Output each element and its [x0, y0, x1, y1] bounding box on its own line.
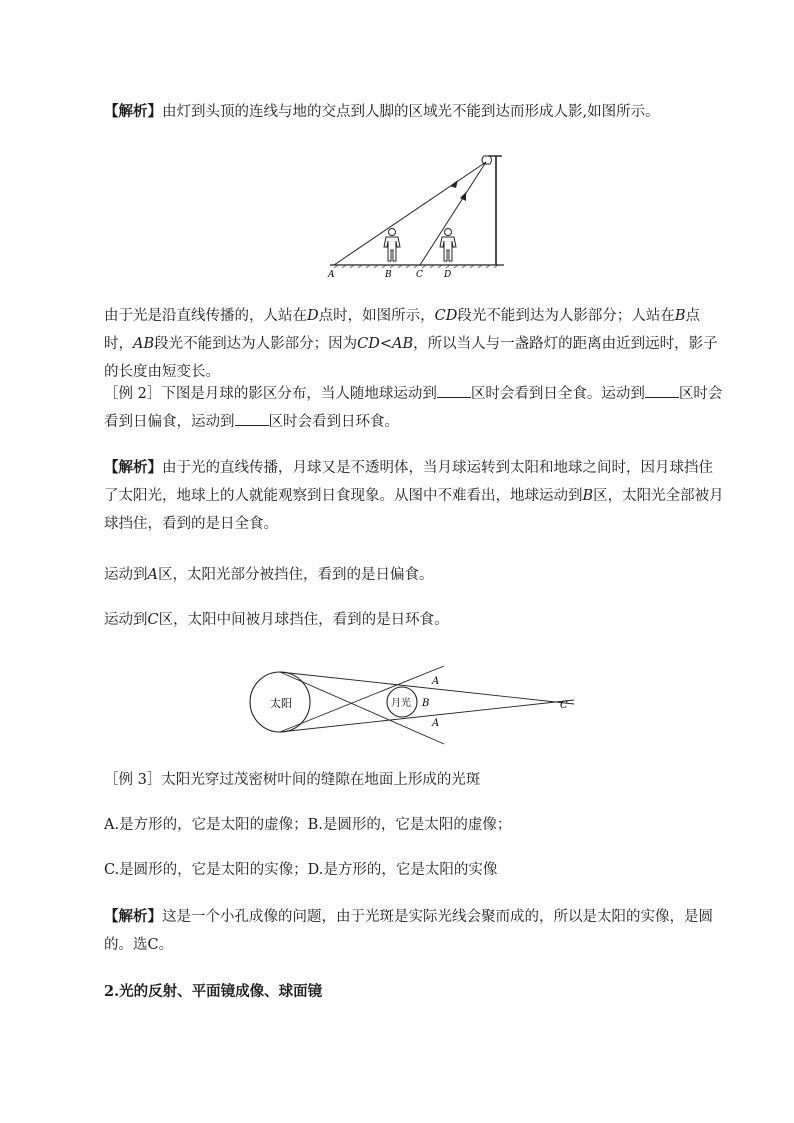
eclipse-figure: [248, 664, 578, 746]
moon-label: 月光: [391, 698, 411, 709]
options-cd: C.是圆形的，它是太阳的实像；D.是方形的，它是太阳的实像: [104, 862, 498, 878]
section-heading: 2.光的反射、平面镜成像、球面镜: [104, 983, 323, 1000]
zone-b-label: B: [422, 698, 430, 709]
zone-a-top-label: A: [432, 676, 440, 687]
analysis-2: 【解析】由于光的直线传播，月球又是不透明体，当月球运转到太阳和地球之间时，因月球挡住了太阳光，地球上的人就能观察到日食现象。从图中不难看出，地球运动到B区，太阳光全部被月球挡住，看到的是日全食。: [104, 459, 724, 532]
analysis-3: 【解析】这是一个小孔成像的问题，由于光斑是实际光线会聚而成的，所以是太阳的实像，是圆的。选C。: [104, 908, 713, 953]
example-3: ［例 3］太阳光穿过茂密树叶间的缝隙在地面上形成的光斑: [104, 772, 481, 788]
answer-blank[interactable]: [437, 383, 471, 398]
example-2: ［例 2］下图是月球的影区分布，当人随地球运动到 区时会看到日全食。运动到 区时会看到日偏食，运动到 区时会看到日环食。: [104, 380, 724, 436]
label-c: C: [416, 270, 423, 280]
label-b: B: [385, 270, 392, 280]
line-zone-a: 运动到A区，太阳光部分被挡住，看到的是日偏食。: [104, 567, 434, 583]
explanation-paragraph: 由于光是沿直线传播的，人站在D点时，如图所示，CD段光不能到达为人影部分；人站在B点时，AB段光不能到达为人影部分；因为CD<AB，所以当人与一盏路灯的距离由近到远时，影子的长度由短变长。: [104, 308, 718, 380]
zone-a-bottom-label: A: [432, 718, 440, 729]
lamp-shadow-figure: [320, 148, 510, 280]
answer-blank[interactable]: [645, 383, 679, 398]
line-zone-c: 运动到C区，太阳中间被月球挡住，看到的是日环食。: [104, 612, 449, 628]
sun-label: 太阳: [270, 697, 292, 710]
label-a: A: [328, 270, 335, 280]
analysis-1: [104, 98, 724, 126]
options-ab: A.是方形的，它是太阳的虚像；B.是圆形的，它是太阳的虚像；: [104, 817, 512, 833]
answer-blank[interactable]: [235, 411, 269, 426]
analysis-label: 【解析】: [104, 103, 162, 120]
analysis-text: 由灯到头顶的连线与地的交点到人脚的区域光不能到达而形成人影,如图所示。: [162, 104, 660, 120]
label-d: D: [444, 270, 452, 280]
zone-c-label: C: [560, 700, 568, 711]
